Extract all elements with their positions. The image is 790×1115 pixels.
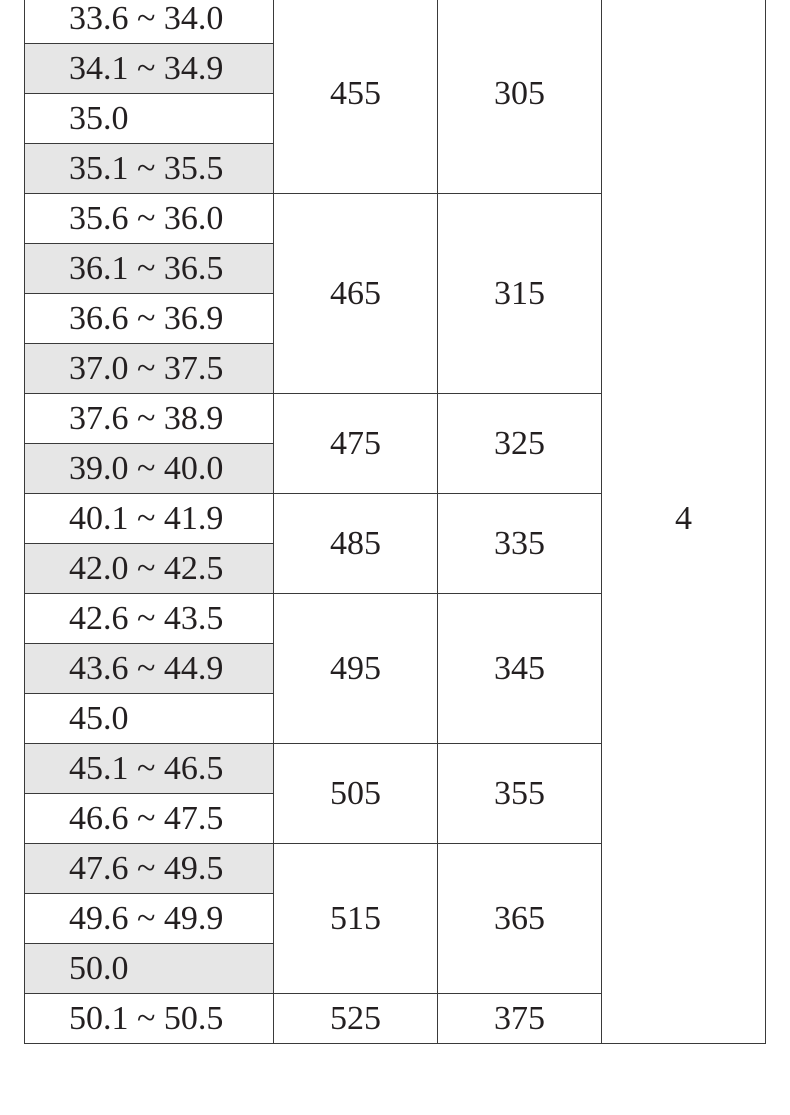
table-row: [25, 0, 766, 44]
range-cell: 49.6 ~ 49.9: [25, 894, 274, 944]
value-b-cell: 355: [438, 744, 602, 844]
value-a-cell: 505: [274, 744, 438, 844]
range-cell: 50.1 ~ 50.5: [25, 994, 274, 1044]
range-cell: 34.1 ~ 34.9: [25, 44, 274, 94]
range-cell: 50.0: [25, 944, 274, 994]
range-cell: 45.0: [25, 694, 274, 744]
range-cell: 37.6 ~ 38.9: [25, 394, 274, 444]
value-a-cell: 485: [274, 494, 438, 594]
value-a-cell: 515: [274, 844, 438, 994]
range-cell: 46.6 ~ 47.5: [25, 794, 274, 844]
range-cell: 45.1 ~ 46.5: [25, 744, 274, 794]
size-table: [24, 0, 766, 1044]
last-column-cell: 4: [602, 0, 766, 1044]
range-cell: 47.6 ~ 49.5: [25, 844, 274, 894]
value-a-cell: 455: [274, 0, 438, 194]
value-b-cell: 375: [438, 994, 602, 1044]
range-cell: 36.1 ~ 36.5: [25, 244, 274, 294]
value-a-cell: 465: [274, 194, 438, 394]
value-b-cell: 305: [438, 0, 602, 194]
range-cell: 35.6 ~ 36.0: [25, 194, 274, 244]
range-cell: 42.6 ~ 43.5: [25, 594, 274, 644]
value-a-cell: 525: [274, 994, 438, 1044]
range-cell: 36.6 ~ 36.9: [25, 294, 274, 344]
range-cell: 33.6 ~ 34.0: [25, 0, 274, 44]
range-cell: 39.0 ~ 40.0: [25, 444, 274, 494]
value-b-cell: 365: [438, 844, 602, 994]
value-a-cell: 475: [274, 394, 438, 494]
range-cell: 35.1 ~ 35.5: [25, 144, 274, 194]
value-b-cell: 345: [438, 594, 602, 744]
range-cell: 37.0 ~ 37.5: [25, 344, 274, 394]
value-b-cell: 325: [438, 394, 602, 494]
range-cell: 43.6 ~ 44.9: [25, 644, 274, 694]
range-cell: 40.1 ~ 41.9: [25, 494, 274, 544]
range-cell: 35.0: [25, 94, 274, 144]
value-b-cell: 315: [438, 194, 602, 394]
range-cell: 42.0 ~ 42.5: [25, 544, 274, 594]
value-a-cell: 495: [274, 594, 438, 744]
value-b-cell: 335: [438, 494, 602, 594]
